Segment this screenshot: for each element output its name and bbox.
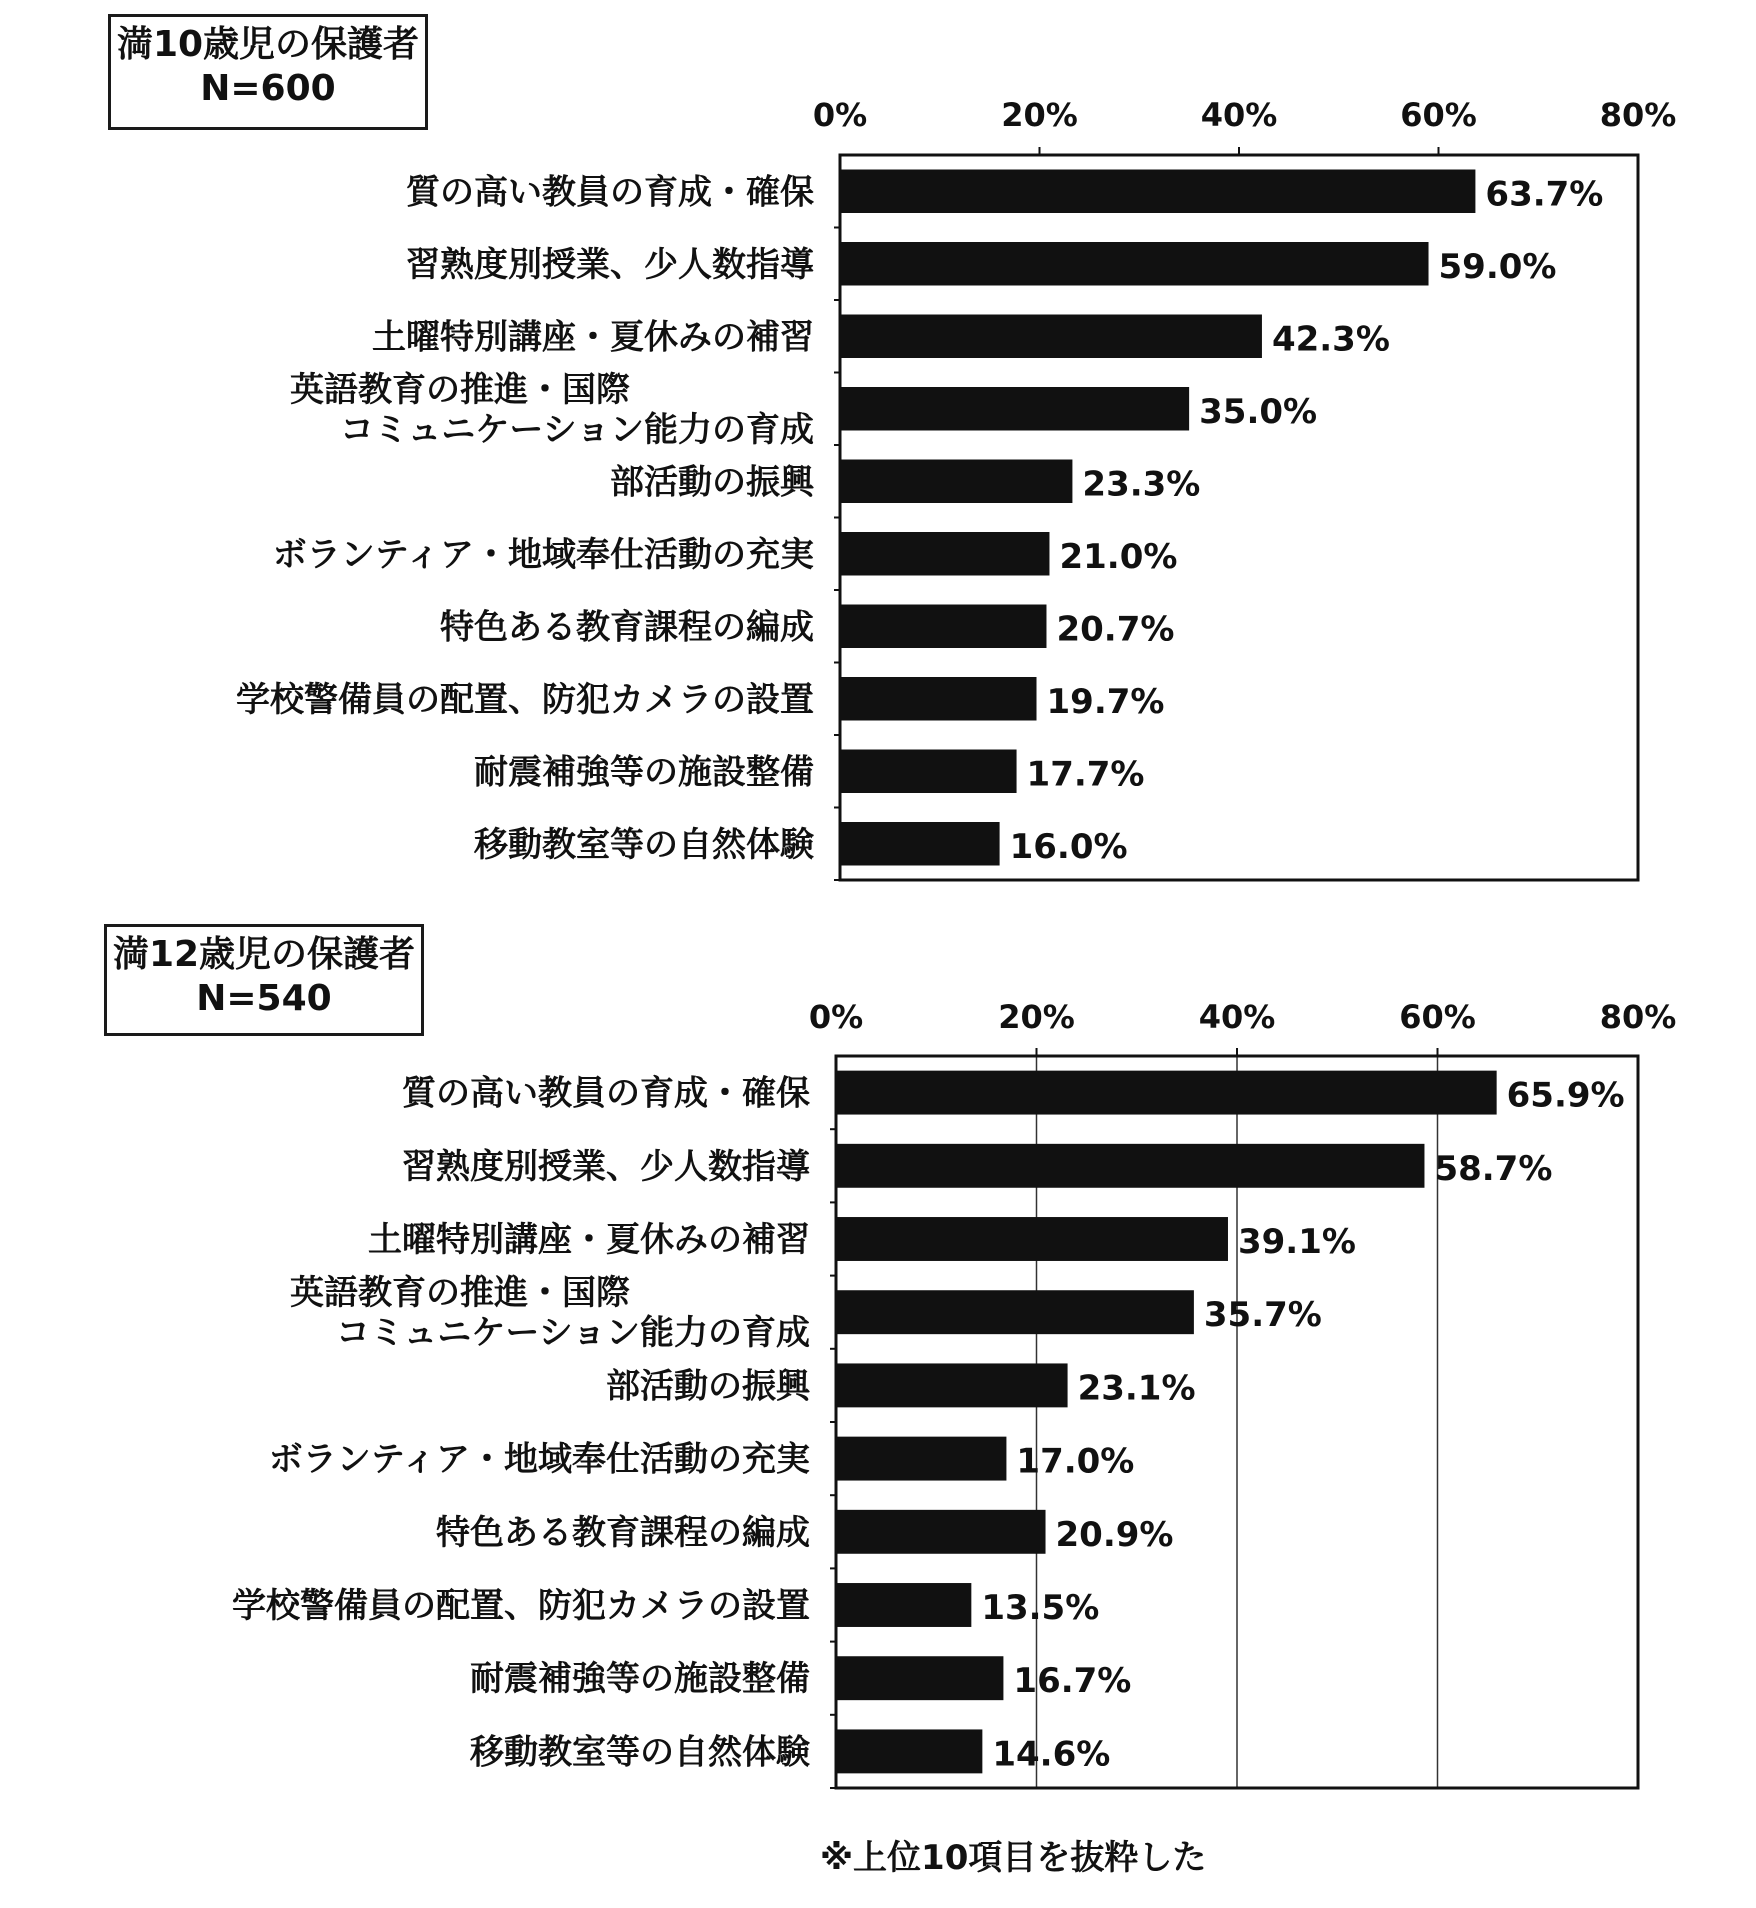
chart1-value-label: 17.7% [1026, 754, 1145, 795]
chart2-value-label: 39.1% [1237, 1222, 1356, 1262]
chart1-category-label: 習熟度別授業、少人数指導 [406, 244, 814, 285]
chart1-value-label: 23.3% [1082, 464, 1201, 505]
chart2-value-label: 16.7% [1013, 1661, 1132, 1702]
chart2-value-label: 35.7% [1203, 1295, 1322, 1336]
chart1-bar [840, 460, 1072, 504]
chart1-title: 満10歳児の保護者 [116, 24, 420, 65]
chart1-bar [840, 605, 1046, 649]
chart1-category-label: 特色ある教育課程の編成 [440, 607, 814, 648]
chart2-svg [0, 900, 1756, 1820]
chart1-value-label: 21.0% [1059, 536, 1178, 577]
chart2-value-label: 23.1% [1077, 1368, 1196, 1409]
chart1-xtick-label: 0% [812, 96, 868, 134]
chart1-bar [840, 822, 1000, 866]
chart2-value-label: 13.5% [981, 1588, 1100, 1628]
chart2-category-label: 英語教育の推進・国際 [290, 1273, 630, 1314]
chart2-xtick-label: 80% [1599, 998, 1677, 1036]
chart2-category-label: 耐震補強等の施設整備 [470, 1659, 810, 1700]
chart2-xtick-label: 60% [1399, 998, 1476, 1036]
chart1-category-label: ボランティア・地域奉仕活動の充実 [272, 534, 814, 575]
chart2-category-label: コミュニケーション能力の育成 [336, 1313, 810, 1354]
chart1-category-label: 移動教室等の自然体験 [474, 824, 814, 865]
chart2-category-label: 学校警備員の配置、防犯カメラの設置 [232, 1586, 810, 1626]
chart2-category-label: ボランティア・地域奉仕活動の充実 [268, 1439, 810, 1480]
chart2-value-label: 65.9% [1506, 1075, 1625, 1116]
chart1-svg [0, 0, 1756, 900]
chart1-category-label: 学校警備員の配置、防犯カメラの設置 [236, 679, 814, 720]
chart1-category-label: コミュニケーション能力の育成 [340, 409, 814, 450]
chart1-xtick-label: 60% [1400, 96, 1477, 134]
chart2-bar [836, 1437, 1006, 1481]
chart1-xtick-label: 20% [1001, 96, 1078, 134]
chart2-bar [836, 1071, 1497, 1115]
chart1-value-label: 63.7% [1485, 174, 1604, 215]
chart2-value-label: 17.0% [1016, 1441, 1135, 1482]
chart1-value-label: 35.0% [1199, 391, 1318, 432]
chart1-category-label: 耐震補強等の施設整備 [474, 752, 814, 793]
chart1-xtick-label: 40% [1200, 96, 1278, 134]
footnote: ※上位10項目を抜粋した [820, 1838, 1207, 1878]
chart1-bar [840, 387, 1189, 431]
chart1-bar [840, 750, 1017, 794]
chart2-category-label: 移動教室等の自然体験 [470, 1732, 810, 1773]
chart2-category-label: 習熟度別授業、少人数指導 [402, 1146, 810, 1187]
chart1-bar [840, 242, 1429, 286]
chart1-category-label: 部活動の振興 [610, 462, 814, 503]
chart1-value-label: 19.7% [1046, 681, 1165, 722]
chart1-value-label: 42.3% [1271, 319, 1390, 360]
chart2-bar [836, 1290, 1194, 1334]
chart1-bar [840, 315, 1262, 359]
chart2-bar [836, 1656, 1003, 1700]
chart2-xtick-label: 0% [808, 998, 864, 1036]
chart1-value-label: 20.7% [1056, 609, 1175, 650]
chart2-bar [836, 1217, 1228, 1261]
chart2-bar [836, 1583, 971, 1627]
chart1-category-label: 質の高い教員の育成・確保 [406, 172, 814, 213]
chart2-category-label: 土曜特別講座・夏休みの補習 [368, 1220, 810, 1260]
chart2-category-label: 質の高い教員の育成・確保 [402, 1073, 810, 1114]
chart2-value-label: 14.6% [992, 1734, 1111, 1775]
chart1-xtick-label: 80% [1599, 96, 1677, 134]
chart2-category-label: 部活動の振興 [606, 1366, 810, 1407]
chart1-value-label: 59.0% [1438, 246, 1557, 287]
chart1-bar [840, 677, 1037, 721]
chart2-category-label: 特色ある教育課程の編成 [436, 1512, 810, 1553]
chart2-title: 満12歳児の保護者 [112, 934, 416, 975]
chart2-bar [836, 1363, 1068, 1407]
chart1-category-label: 土曜特別講座・夏休みの補習 [372, 317, 814, 358]
chart2-value-label: 20.9% [1055, 1514, 1174, 1555]
chart2-bar [836, 1729, 982, 1773]
chart2-bar [836, 1144, 1424, 1188]
chart2-xtick-label: 20% [998, 998, 1075, 1036]
chart1-bar [840, 170, 1475, 214]
chart1-sample-size: N=600 [200, 68, 336, 109]
chart1-bar [840, 532, 1049, 576]
chart1-value-label: 16.0% [1009, 826, 1128, 867]
chart2-bar [836, 1510, 1046, 1554]
chart2-sample-size: N=540 [196, 978, 332, 1019]
chart2-xtick-label: 40% [1198, 998, 1276, 1036]
chart2-value-label: 58.7% [1434, 1148, 1553, 1189]
chart1-category-label: 英語教育の推進・国際 [290, 369, 630, 410]
